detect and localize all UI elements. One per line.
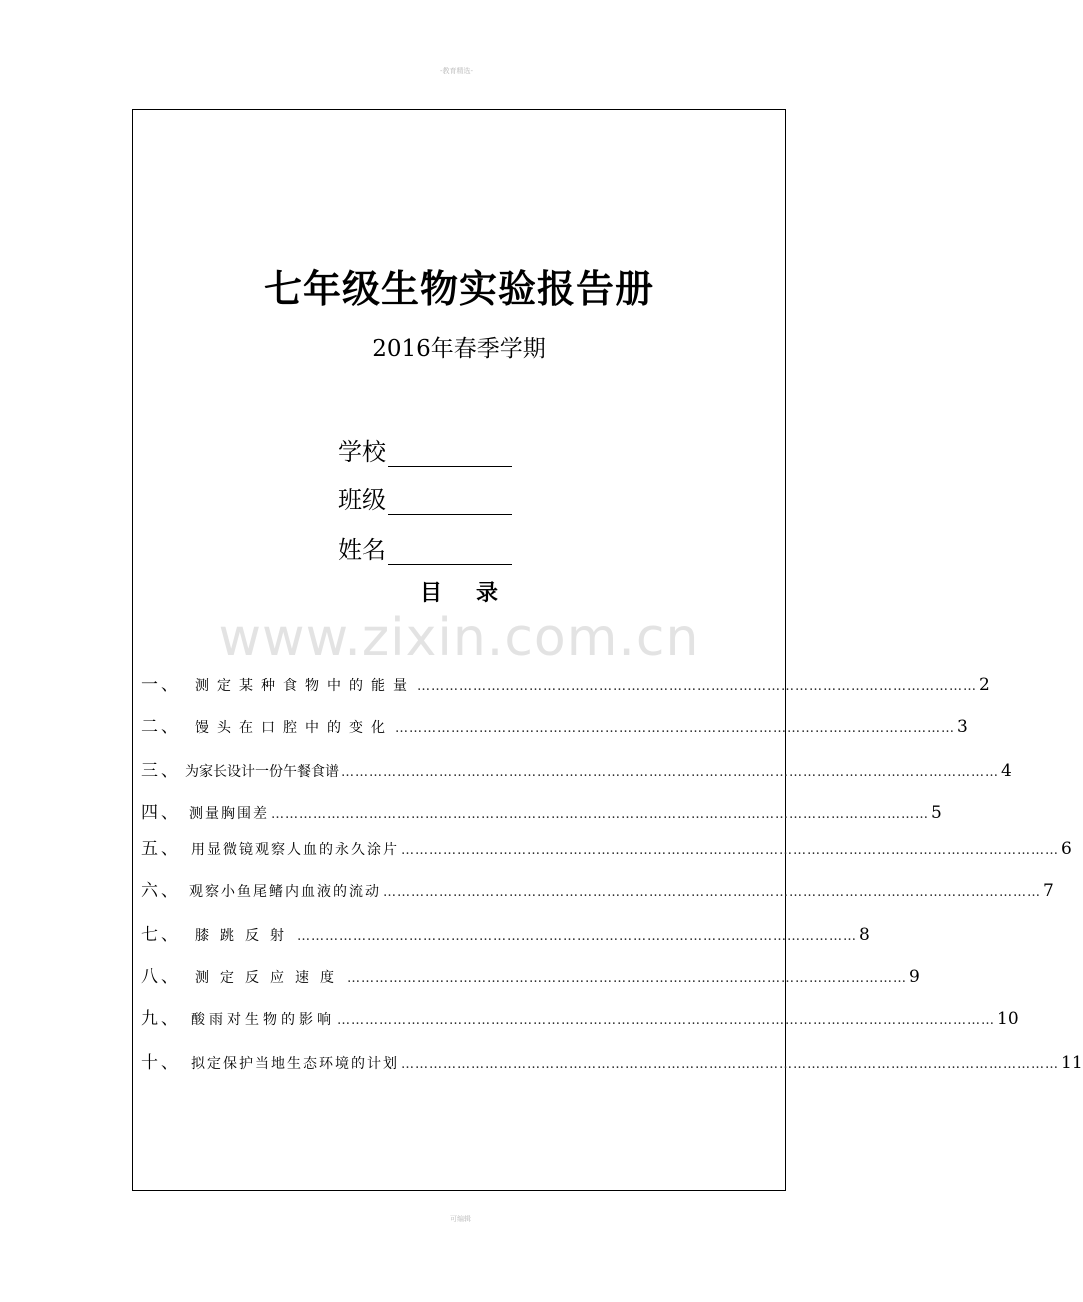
toc-item [141,712,968,737]
toc-leader: …………………………………………………………………………………………………………………………… [383,885,1041,900]
toc-item-page: 9 [909,967,920,987]
toc-item-page: 5 [931,803,942,823]
toc-item-title: 为家长设计一份午餐食谱 [185,764,339,780]
toc-leader: …………………………………………………………………………………………………………………………… [337,1013,995,1028]
toc-item-title: 测定反应速度 [195,970,345,986]
toc-item-page: 6 [1061,839,1072,859]
school-field [338,432,512,467]
toc-item-page: 10 [997,1009,1019,1029]
watermark: www.zixin.com.cn [218,608,700,668]
toc-item-page: 11 [1061,1053,1083,1073]
toc-leader: ………………………………………………………………………………………………………… [347,971,907,986]
toc-item-title: 观察小鱼尾鳍内血液的流动 [189,884,381,900]
toc-item-number: 四、 [141,803,181,823]
toc-item-title: 馒头在口腔中的变化 [195,720,393,736]
toc-leader: …………………………………………………………………………………………………………………………… [401,1057,1059,1072]
toc-leader: ………………………………………………………………………………………………………… [297,929,857,944]
name-label: 姓名 [338,536,386,564]
toc-item-title: 用显微镜观察人血的永久涂片 [191,842,399,858]
toc-item [141,834,1072,859]
cover-frame [132,109,1083,1191]
toc-item-page: 7 [1043,881,1054,901]
toc-item [141,798,942,823]
toc-item-number: 十、 [141,1053,181,1073]
toc-leader: ………………………………………………………………………………………………………… [395,721,955,736]
toc-leader: …………………………………………………………………………………………………………………………… [401,843,1059,858]
name-field [338,530,512,565]
toc-item-number: 六、 [141,881,181,901]
toc-leader: ………………………………………………………………………………………………………… [417,679,977,694]
toc-item [141,1004,1019,1029]
toc-item [141,670,990,695]
toc-item-number: 八、 [141,967,181,987]
toc-item [141,1048,1083,1073]
toc-item-number: 一、 [141,675,181,695]
toc-item-page: 3 [957,717,968,737]
school-blank[interactable] [388,440,512,467]
toc-item-page: 8 [859,925,870,945]
school-label: 学校 [338,438,386,466]
toc-leader: …………………………………………………………………………………………………………………………… [341,765,999,780]
toc-item [141,756,1012,781]
page-title: 七年级生物实验报告册 [263,266,654,311]
toc-item-number: 五、 [141,839,181,859]
toc-item-page: 2 [979,675,990,695]
toc-item-title: 拟定保护当地生态环境的计划 [191,1056,399,1072]
toc-item-number: 九、 [141,1009,181,1029]
toc-item-number: 七、 [141,925,181,945]
term-subtitle: 2016年春季学期 [372,336,546,362]
toc-item-number: 二、 [141,717,181,737]
name-blank[interactable] [388,538,512,565]
class-blank[interactable] [388,488,512,515]
toc-item-number: 三、 [141,761,181,781]
toc-item [141,962,920,987]
toc-item-title: 膝跳反射 [195,928,295,944]
footer-mark: 可编辑 [450,1215,471,1223]
toc-item-title: 酸雨对生物的影响 [191,1012,335,1028]
toc-item-title: 测定某种食物中的能量 [195,678,415,694]
toc-item [141,920,870,945]
toc-item-page: 4 [1001,761,1012,781]
class-label: 班级 [338,486,386,514]
toc-item [141,876,1054,901]
toc-item-title: 测量胸围差 [189,806,269,822]
toc-heading: 目录 [419,580,532,606]
toc-leader: …………………………………………………………………………………………………………………………… [271,807,929,822]
class-field [338,480,512,515]
header-mark: -教育精选- [440,67,474,75]
